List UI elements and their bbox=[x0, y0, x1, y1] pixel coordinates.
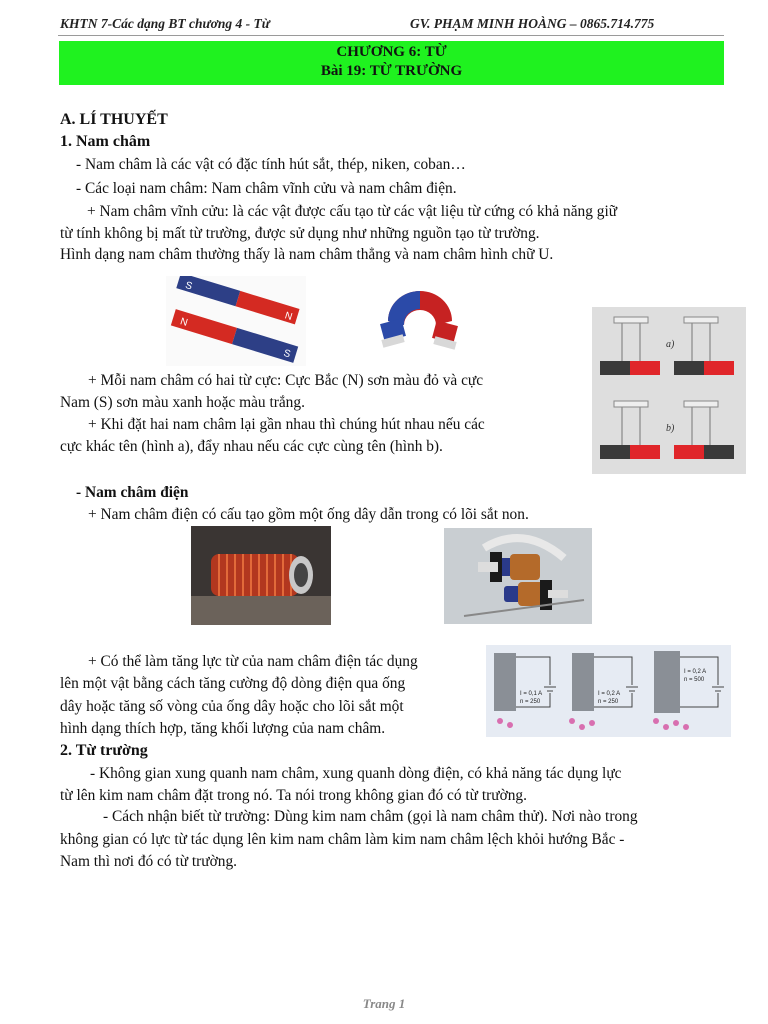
chapter-banner bbox=[59, 41, 724, 85]
page-number: Trang 1 bbox=[362, 996, 406, 1011]
magnet-interaction-image bbox=[592, 307, 746, 479]
bar-magnets-image bbox=[166, 276, 306, 371]
figure-label-a: a) bbox=[666, 339, 675, 350]
text-line: Hình dạng nam châm thường thấy là nam châm thẳng và nam châm hình chữ U. bbox=[60, 246, 554, 263]
chapter-title: CHƯƠNG 6: TỪ bbox=[336, 44, 447, 60]
electromagnet-heading: - Nam châm điện bbox=[76, 484, 189, 501]
header-right: GV. PHẠM MINH HOÀNG – 0865.714.775 bbox=[410, 16, 655, 31]
pole-n-label: N bbox=[178, 316, 189, 329]
text-line: + Nam châm điện có cấu tạo gồm một ống dây dẫn trong có lõi sắt non. bbox=[88, 506, 529, 523]
text-line: Nam thì nơi đó có từ trường. bbox=[60, 853, 238, 870]
text-line: + Có thể làm tăng lực từ của nam châm điện tác dụng bbox=[88, 653, 418, 670]
text-line: - Không gian xung quanh nam châm, xung quanh dòng điện, có khả năng tác dụng lực bbox=[90, 765, 622, 782]
section-1-heading: 1. Nam châm bbox=[60, 133, 151, 150]
text-line: - Nam châm là các vật có đặc tính hút sắt, thép, niken, coban… bbox=[76, 156, 466, 173]
pole-s-label: S bbox=[183, 279, 194, 293]
text-line: - Cách nhận biết từ trường: Dùng kim nam châm (gọi là nam châm thử). Nơi nào trong bbox=[103, 808, 638, 825]
coil-comparison-diagram bbox=[486, 645, 731, 742]
coil-3-current: I = 0,2 A bbox=[684, 669, 707, 675]
electromagnet-coil-image bbox=[191, 526, 331, 630]
header-left: KHTN 7-Các dạng BT chương 4 - Từ bbox=[60, 16, 270, 31]
electromagnet-apparatus-image bbox=[444, 528, 592, 629]
coil-1-current: I = 0,1 A bbox=[520, 691, 543, 697]
coil-2-current: I = 0,2 A bbox=[598, 691, 621, 697]
text-line: Nam (S) sơn màu xanh hoặc màu trắng. bbox=[60, 394, 305, 411]
pole-n-label: N bbox=[283, 310, 294, 323]
text-line: + Nam châm vĩnh cửu: là các vật được cấu tạo từ các vật liệu từ cứng có khả năng giữ bbox=[87, 203, 618, 220]
text-line: không gian có lực từ tác dụng lên kim nam châm làm kim nam châm lệch khỏi hướng Bắc - bbox=[60, 831, 625, 848]
text-line: + Khi đặt hai nam châm lại gần nhau thì chúng hút nhau nếu các bbox=[88, 416, 485, 433]
text-line: từ tính không bị mất từ trường, được sử dụng như những nguồn tạo từ trường. bbox=[60, 225, 540, 242]
pole-s-label: S bbox=[282, 347, 292, 361]
coil-2-turns: n = 250 bbox=[598, 699, 619, 705]
coil-3-turns: n = 500 bbox=[684, 677, 705, 683]
text-line: dây hoặc tăng số vòng của ống dây hoặc cho lõi sắt một bbox=[60, 698, 404, 715]
figure-label-b: b) bbox=[666, 423, 675, 434]
header-divider bbox=[58, 35, 724, 36]
text-line: cực khác tên (hình a), đẩy nhau nếu các cực cùng tên (hình b). bbox=[60, 438, 443, 455]
text-line: từ lên kim nam châm đặt trong nó. Ta nói trong không gian đó có từ trường. bbox=[60, 787, 527, 804]
coil-1-turns: n = 250 bbox=[520, 699, 541, 705]
text-line: hình dạng thích hợp, tăng khối lượng của nam châm. bbox=[60, 720, 386, 737]
text-line: lên một vật bằng cách tăng cường độ dòng điện qua ống bbox=[60, 675, 406, 692]
text-line: + Mỗi nam châm có hai từ cực: Cực Bắc (N) sơn màu đỏ và cực bbox=[88, 372, 484, 389]
text-line: - Các loại nam châm: Nam châm vĩnh cửu và nam châm điện. bbox=[76, 180, 457, 197]
horseshoe-magnet-image bbox=[374, 275, 470, 364]
section-a-heading: A. LÍ THUYẾT bbox=[60, 111, 168, 128]
section-2-heading: 2. Từ trường bbox=[60, 742, 148, 759]
lesson-title: Bài 19: TỪ TRƯỜNG bbox=[320, 63, 463, 79]
